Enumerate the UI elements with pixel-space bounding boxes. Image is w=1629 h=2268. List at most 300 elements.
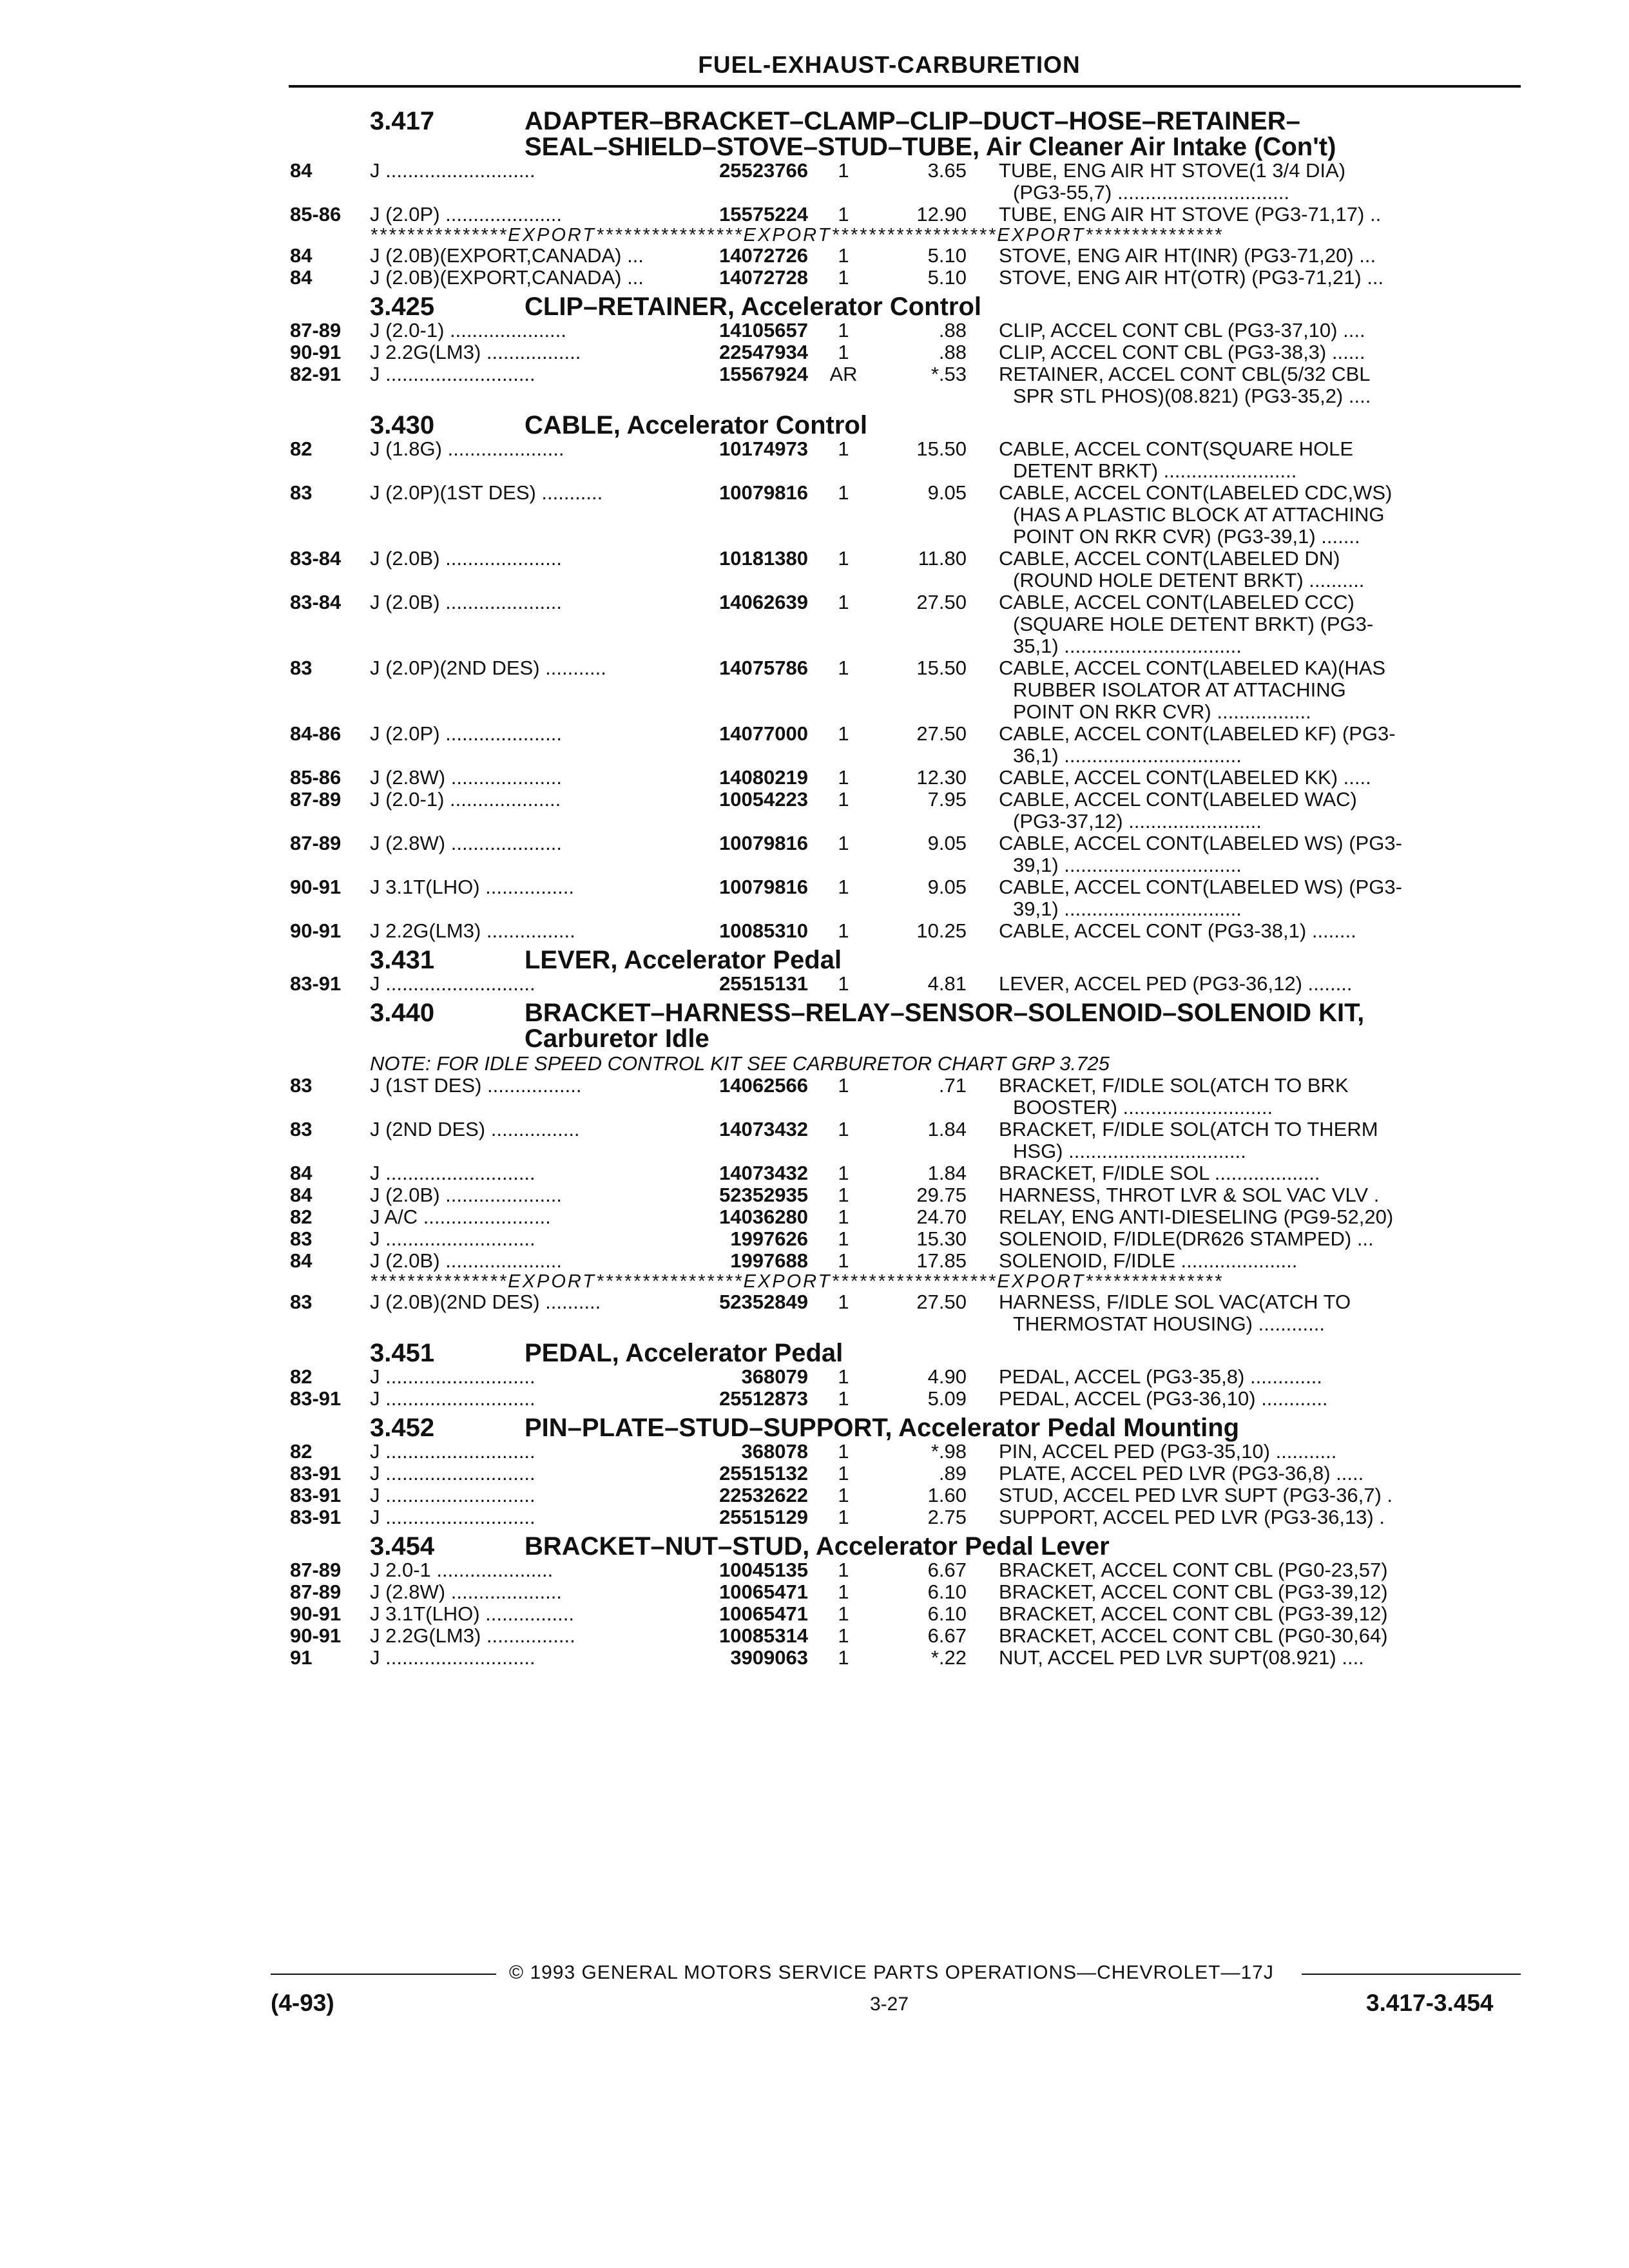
year-cell: 91 bbox=[290, 1646, 313, 1669]
description-cell bbox=[967, 657, 1521, 723]
series-cell: J ........................... bbox=[370, 1647, 535, 1669]
year-cell: 83-91 bbox=[290, 1506, 342, 1528]
quantity-cell: 1 bbox=[838, 437, 849, 460]
description-line: (PG3-37,12) ........................ bbox=[1013, 810, 1262, 832]
price-cell: 1.60 bbox=[927, 1484, 967, 1506]
section-heading bbox=[290, 1000, 1521, 1052]
series-cell: J ........................... bbox=[370, 1506, 535, 1528]
quantity-cell: 1 bbox=[838, 1506, 849, 1528]
part-number-cell: 52352849 bbox=[719, 1291, 808, 1313]
table-row bbox=[290, 1388, 1521, 1410]
part-number-cell: 3909063 bbox=[730, 1646, 808, 1669]
description-line: (ROUND HOLE DETENT BRKT) .......... bbox=[1013, 569, 1365, 591]
part-number-cell: 25515129 bbox=[719, 1506, 808, 1528]
part-number-cell: 10085314 bbox=[719, 1624, 808, 1647]
series-cell: J ........................... bbox=[370, 1366, 535, 1388]
part-number-cell: 15575224 bbox=[719, 203, 808, 226]
table-row bbox=[290, 363, 1521, 407]
quantity-cell: 1 bbox=[838, 1291, 849, 1313]
quantity-cell: 1 bbox=[838, 1581, 849, 1603]
series-cell: J 2.2G(LM3) ................. bbox=[370, 341, 581, 363]
section-title-line: SEAL–SHIELD–STOVE–STUD–TUBE, Air Cleaner Air Intake (Con't) bbox=[525, 133, 1336, 161]
part-number-cell: 10079816 bbox=[719, 481, 808, 504]
table-row bbox=[290, 341, 1521, 363]
description-cell bbox=[967, 482, 1521, 548]
price-cell: 27.50 bbox=[916, 591, 967, 613]
description-line: SPR STL PHOS)(08.821) (PG3-35,2) .... bbox=[1013, 385, 1371, 407]
section-title bbox=[525, 108, 1521, 160]
table-row bbox=[290, 267, 1521, 289]
table-row bbox=[290, 1162, 1521, 1184]
quantity-cell: 1 bbox=[838, 1118, 849, 1140]
description-line: HSG) ................................ bbox=[1013, 1140, 1246, 1162]
table-row bbox=[290, 1463, 1521, 1485]
export-divider: ***************EXPORT****************EXPORT******************EXPORT*************** bbox=[370, 1272, 1224, 1291]
year-cell: 83-91 bbox=[290, 1484, 342, 1506]
description-line: HARNESS, F/IDLE SOL VAC(ATCH TO bbox=[999, 1291, 1351, 1313]
description-line: CABLE, ACCEL CONT(LABELED CDC,WS) bbox=[999, 481, 1393, 504]
section-title bbox=[525, 412, 1521, 438]
description-line: THERMOSTAT HOUSING) ............ bbox=[1013, 1312, 1325, 1335]
description-cell bbox=[967, 723, 1521, 767]
table-row bbox=[290, 657, 1521, 723]
series-cell: J (2.8W) .................... bbox=[370, 832, 562, 854]
description-cell bbox=[967, 267, 1521, 289]
description-cell bbox=[967, 1463, 1521, 1485]
quantity-cell: 1 bbox=[838, 481, 849, 504]
quantity-cell: 1 bbox=[838, 722, 849, 745]
series-cell: J 2.2G(LM3) ................ bbox=[370, 1625, 575, 1647]
quantity-cell: 1 bbox=[838, 1249, 849, 1272]
price-cell: 15.30 bbox=[916, 1227, 967, 1250]
description-line: PLATE, ACCEL PED LVR (PG3-36,8) ..... bbox=[999, 1462, 1364, 1485]
section-title bbox=[525, 1415, 1521, 1441]
price-cell: 4.90 bbox=[927, 1365, 967, 1388]
export-divider: ***************EXPORT****************EXPORT******************EXPORT*************** bbox=[370, 226, 1224, 245]
description-line: (PG3-55,7) ............................... bbox=[1013, 181, 1289, 204]
series-cell: J ........................... bbox=[370, 1388, 535, 1410]
quantity-cell: 1 bbox=[838, 1624, 849, 1647]
description-cell bbox=[967, 1366, 1521, 1388]
price-cell: 9.05 bbox=[927, 832, 967, 854]
year-cell: 83 bbox=[290, 1118, 313, 1140]
series-cell: J (2.0P)(2ND DES) ........... bbox=[370, 657, 606, 679]
price-cell: 4.81 bbox=[927, 972, 967, 995]
year-cell: 82 bbox=[290, 1440, 313, 1463]
description-line: CABLE, ACCEL CONT(SQUARE HOLE bbox=[999, 437, 1354, 460]
table-row bbox=[290, 320, 1521, 341]
section-title bbox=[525, 294, 1521, 320]
price-cell: *.53 bbox=[930, 363, 967, 385]
part-number-cell: 10045135 bbox=[719, 1559, 808, 1581]
quantity-cell: 1 bbox=[838, 266, 849, 289]
series-cell: J (1ST DES) ................. bbox=[370, 1075, 582, 1097]
description-line: (HAS A PLASTIC BLOCK AT ATTACHING bbox=[1013, 503, 1385, 526]
part-number-cell: 15567924 bbox=[719, 363, 808, 385]
year-cell: 84 bbox=[290, 1162, 313, 1184]
quantity-cell: 1 bbox=[838, 832, 849, 854]
description-line: STOVE, ENG AIR HT(OTR) (PG3-71,21) ... bbox=[999, 266, 1384, 289]
quantity-cell: 1 bbox=[838, 1559, 849, 1581]
table-row bbox=[290, 1559, 1521, 1581]
series-cell: J ........................... bbox=[370, 1228, 535, 1250]
table-row bbox=[290, 832, 1521, 876]
table-row bbox=[290, 767, 1521, 789]
part-number-cell: 10174973 bbox=[719, 437, 808, 460]
price-cell: 24.70 bbox=[916, 1206, 967, 1228]
quantity-cell: 1 bbox=[838, 972, 849, 995]
description-cell bbox=[967, 1647, 1521, 1669]
series-cell: J 3.1T(LHO) ................ bbox=[370, 876, 574, 898]
description-cell bbox=[967, 1206, 1521, 1228]
section-heading bbox=[290, 1415, 1521, 1441]
table-row bbox=[290, 876, 1521, 920]
description-line: TUBE, ENG AIR HT STOVE(1 3/4 DIA) bbox=[999, 159, 1346, 182]
table-row bbox=[290, 548, 1521, 591]
year-cell: 83 bbox=[290, 1227, 313, 1250]
section-number: 3.452 bbox=[370, 1414, 435, 1442]
series-cell: J (2.0B) ..................... bbox=[370, 1184, 563, 1206]
table-row bbox=[290, 591, 1521, 657]
description-cell bbox=[967, 1119, 1521, 1162]
part-number-cell: 22547934 bbox=[719, 341, 808, 363]
description-cell bbox=[967, 320, 1521, 341]
series-cell: J (2.0P) ..................... bbox=[370, 204, 563, 226]
description-line: BRACKET, ACCEL CONT CBL (PG3-39,12) bbox=[999, 1602, 1388, 1625]
description-line: LEVER, ACCEL PED (PG3-36,12) ........ bbox=[999, 972, 1353, 995]
section-note: NOTE: FOR IDLE SPEED CONTROL KIT SEE CARBURETOR CHART GRP 3.725 bbox=[370, 1052, 1110, 1075]
series-cell: J ........................... bbox=[370, 973, 535, 995]
year-cell: 83-91 bbox=[290, 1462, 342, 1485]
part-number-cell: 10054223 bbox=[719, 788, 808, 811]
table-row bbox=[290, 245, 1521, 267]
part-number-cell: 1997626 bbox=[730, 1227, 808, 1250]
footer-copyright: © 1993 GENERAL MOTORS SERVICE PARTS OPERATIONS—CHEVROLET—17J bbox=[509, 1962, 1274, 1983]
price-cell: .88 bbox=[938, 319, 967, 341]
section-heading bbox=[290, 108, 1521, 160]
description-cell bbox=[967, 1250, 1521, 1272]
price-cell: *.98 bbox=[930, 1440, 967, 1463]
description-cell bbox=[967, 204, 1521, 226]
table-row bbox=[290, 204, 1521, 226]
quantity-cell: 1 bbox=[838, 788, 849, 811]
description-line: BRACKET, F/IDLE SOL(ATCH TO BRK bbox=[999, 1074, 1349, 1097]
year-cell: 84-86 bbox=[290, 722, 342, 745]
description-cell bbox=[967, 1388, 1521, 1410]
series-cell: J (2ND DES) ................ bbox=[370, 1119, 580, 1140]
price-cell: 6.10 bbox=[927, 1581, 967, 1603]
year-cell: 83 bbox=[290, 481, 313, 504]
year-cell: 90-91 bbox=[290, 1624, 342, 1647]
series-cell: J (2.0B) ..................... bbox=[370, 548, 563, 570]
quantity-cell: 1 bbox=[838, 1646, 849, 1669]
price-cell: 1.84 bbox=[927, 1162, 967, 1184]
description-line: BRACKET, F/IDLE SOL ................... bbox=[999, 1162, 1320, 1184]
description-cell bbox=[967, 1485, 1521, 1506]
part-number-cell: 14072726 bbox=[719, 244, 808, 267]
section-title-line: LEVER, Accelerator Pedal bbox=[525, 946, 842, 974]
table-row bbox=[290, 482, 1521, 548]
description-line: DETENT BRKT) ........................ bbox=[1013, 459, 1297, 482]
table-row bbox=[290, 1228, 1521, 1250]
year-cell: 84 bbox=[290, 1249, 313, 1272]
section-title bbox=[525, 947, 1521, 973]
description-line: 36,1) ................................ bbox=[1013, 744, 1242, 767]
description-cell bbox=[967, 591, 1521, 657]
description-line: TUBE, ENG AIR HT STOVE (PG3-71,17) .. bbox=[999, 203, 1382, 226]
description-line: BRACKET, F/IDLE SOL(ATCH TO THERM bbox=[999, 1118, 1378, 1140]
part-number-cell: 25523766 bbox=[719, 159, 808, 182]
description-cell bbox=[967, 789, 1521, 832]
part-number-cell: 10065471 bbox=[719, 1581, 808, 1603]
description-line: SOLENOID, F/IDLE ..................... bbox=[999, 1249, 1298, 1272]
quantity-cell: 1 bbox=[838, 341, 849, 363]
quantity-cell: 1 bbox=[838, 1184, 849, 1206]
year-cell: 85-86 bbox=[290, 203, 342, 226]
description-line: PIN, ACCEL PED (PG3-35,10) ........... bbox=[999, 1440, 1337, 1463]
year-cell: 87-89 bbox=[290, 319, 342, 341]
description-line: BRACKET, ACCEL CONT CBL (PG3-39,12) bbox=[999, 1581, 1388, 1603]
part-number-cell: 10085310 bbox=[719, 919, 808, 942]
part-number-cell: 1997688 bbox=[730, 1249, 808, 1272]
part-number-cell: 368078 bbox=[741, 1440, 808, 1463]
part-number-cell: 14077000 bbox=[719, 722, 808, 745]
series-cell: J (2.0-1) .................... bbox=[370, 789, 561, 811]
year-cell: 83-91 bbox=[290, 1387, 342, 1410]
parts-list bbox=[290, 103, 1521, 1669]
quantity-cell: 1 bbox=[838, 547, 849, 570]
description-line: POINT ON RKR CVR) ................. bbox=[1013, 700, 1311, 723]
table-row bbox=[290, 789, 1521, 832]
description-line: 35,1) ................................ bbox=[1013, 635, 1242, 657]
price-cell: 11.80 bbox=[918, 547, 967, 570]
description-cell bbox=[967, 920, 1521, 942]
description-line: PEDAL, ACCEL (PG3-35,8) ............. bbox=[999, 1365, 1322, 1388]
table-row bbox=[290, 160, 1521, 204]
table-row bbox=[290, 1366, 1521, 1388]
section-number: 3.454 bbox=[370, 1532, 435, 1561]
part-number-cell: 14062566 bbox=[719, 1074, 808, 1097]
part-number-cell: 10181380 bbox=[719, 547, 808, 570]
series-cell: J (2.0P)(1ST DES) ........... bbox=[370, 482, 603, 504]
description-cell bbox=[967, 1603, 1521, 1625]
section-heading bbox=[290, 1340, 1521, 1366]
description-line: BRACKET, ACCEL CONT CBL (PG0-23,57) bbox=[999, 1559, 1388, 1581]
table-row bbox=[290, 1206, 1521, 1228]
page-title: FUEL-EXHAUST-CARBURETION bbox=[698, 52, 1081, 78]
description-line: RUBBER ISOLATOR AT ATTACHING bbox=[1013, 678, 1346, 701]
series-cell: J 2.0-1 ..................... bbox=[370, 1559, 554, 1581]
description-cell bbox=[967, 1506, 1521, 1528]
description-line: CLIP, ACCEL CONT CBL (PG3-38,3) ...... bbox=[999, 341, 1365, 363]
series-cell: J (1.8G) ..................... bbox=[370, 438, 564, 460]
description-line: CABLE, ACCEL CONT(LABELED DN) bbox=[999, 547, 1340, 570]
price-cell: 29.75 bbox=[916, 1184, 967, 1206]
quantity-cell: 1 bbox=[838, 1602, 849, 1625]
price-cell: 9.05 bbox=[927, 481, 967, 504]
part-number-cell: 14105657 bbox=[719, 319, 808, 341]
description-line: CABLE, ACCEL CONT(LABELED KK) ..... bbox=[999, 766, 1371, 789]
description-cell bbox=[967, 876, 1521, 920]
part-number-cell: 14036280 bbox=[719, 1206, 808, 1228]
section-number: 3.430 bbox=[370, 411, 435, 439]
part-number-cell: 52352935 bbox=[719, 1184, 808, 1206]
price-cell: .71 bbox=[938, 1074, 967, 1097]
description-cell bbox=[967, 1581, 1521, 1603]
price-cell: 17.85 bbox=[916, 1249, 967, 1272]
part-number-cell: 22532622 bbox=[719, 1484, 808, 1506]
quantity-cell: 1 bbox=[838, 319, 849, 341]
section-number: 3.431 bbox=[370, 946, 435, 974]
year-cell: 87-89 bbox=[290, 832, 342, 854]
description-cell bbox=[967, 1291, 1521, 1335]
price-cell: 6.10 bbox=[927, 1602, 967, 1625]
section-title bbox=[525, 1533, 1521, 1559]
part-number-cell: 14075786 bbox=[719, 657, 808, 679]
year-cell: 87-89 bbox=[290, 1581, 342, 1603]
series-cell: J (2.0B) ..................... bbox=[370, 591, 563, 613]
year-cell: 83-91 bbox=[290, 972, 342, 995]
table-row bbox=[290, 1603, 1521, 1625]
price-cell: 12.30 bbox=[916, 766, 967, 789]
year-cell: 83-84 bbox=[290, 547, 342, 570]
section-title-line: CABLE, Accelerator Control bbox=[525, 411, 867, 439]
description-line: CABLE, ACCEL CONT (PG3-38,1) ........ bbox=[999, 919, 1356, 942]
description-cell bbox=[967, 1441, 1521, 1463]
description-cell bbox=[967, 341, 1521, 363]
series-cell: J ........................... bbox=[370, 160, 535, 182]
quantity-cell: 1 bbox=[838, 1387, 849, 1410]
year-cell: 82 bbox=[290, 1206, 313, 1228]
year-cell: 83 bbox=[290, 657, 313, 679]
header-rule bbox=[289, 85, 1521, 88]
part-number-cell: 10079816 bbox=[719, 876, 808, 898]
series-cell: J (2.0B)(EXPORT,CANADA) ... bbox=[370, 245, 644, 267]
quantity-cell: 1 bbox=[838, 159, 849, 182]
table-row bbox=[290, 1485, 1521, 1506]
price-cell: 7.95 bbox=[927, 788, 967, 811]
quantity-cell: 1 bbox=[838, 203, 849, 226]
quantity-cell: 1 bbox=[838, 1162, 849, 1184]
quantity-cell: 1 bbox=[838, 876, 849, 898]
description-line: CABLE, ACCEL CONT(LABELED WS) (PG3- bbox=[999, 832, 1402, 854]
price-cell: 1.84 bbox=[927, 1118, 967, 1140]
table-row bbox=[290, 1075, 1521, 1119]
description-cell bbox=[967, 245, 1521, 267]
description-line: CABLE, ACCEL CONT(LABELED KF) (PG3- bbox=[999, 722, 1396, 745]
description-cell bbox=[967, 973, 1521, 995]
quantity-cell: 1 bbox=[838, 657, 849, 679]
description-line: BRACKET, ACCEL CONT CBL (PG0-30,64) bbox=[999, 1624, 1388, 1647]
part-number-cell: 368079 bbox=[741, 1365, 808, 1388]
part-number-cell: 25515132 bbox=[719, 1462, 808, 1485]
series-cell: J ........................... bbox=[370, 1485, 535, 1506]
quantity-cell: 1 bbox=[838, 244, 849, 267]
price-cell: 5.10 bbox=[927, 244, 967, 267]
section-heading bbox=[290, 412, 1521, 438]
description-line: STUD, ACCEL PED LVR SUPT (PG3-36,7) . bbox=[999, 1484, 1393, 1506]
description-line: CABLE, ACCEL CONT(LABELED WS) (PG3- bbox=[999, 876, 1402, 898]
description-cell bbox=[967, 160, 1521, 204]
price-cell: 5.09 bbox=[927, 1387, 967, 1410]
table-row bbox=[290, 920, 1521, 942]
series-cell: J (2.0B)(EXPORT,CANADA) ... bbox=[370, 267, 644, 289]
section-heading bbox=[290, 947, 1521, 973]
table-row bbox=[290, 1647, 1521, 1669]
quantity-cell: AR bbox=[829, 363, 858, 385]
year-cell: 85-86 bbox=[290, 766, 342, 789]
part-number-cell: 10079816 bbox=[719, 832, 808, 854]
price-cell: 10.25 bbox=[916, 919, 967, 942]
description-line: STOVE, ENG AIR HT(INR) (PG3-71,20) ... bbox=[999, 244, 1376, 267]
section-number: 3.451 bbox=[370, 1339, 435, 1367]
year-cell: 83 bbox=[290, 1291, 313, 1313]
year-cell: 83-84 bbox=[290, 591, 342, 613]
section-number: 3.440 bbox=[370, 999, 435, 1027]
description-line: RETAINER, ACCEL CONT CBL(5/32 CBL bbox=[999, 363, 1371, 385]
year-cell: 90-91 bbox=[290, 919, 342, 942]
section-title-line: BRACKET–NUT–STUD, Accelerator Pedal Lever bbox=[525, 1532, 1110, 1561]
description-cell bbox=[967, 1075, 1521, 1119]
section-heading bbox=[290, 294, 1521, 320]
quantity-cell: 1 bbox=[838, 1484, 849, 1506]
year-cell: 82 bbox=[290, 437, 313, 460]
section-number: 3.425 bbox=[370, 293, 435, 321]
description-cell bbox=[967, 438, 1521, 482]
series-cell: J (2.0-1) ..................... bbox=[370, 320, 566, 341]
year-cell: 84 bbox=[290, 244, 313, 267]
section-title bbox=[525, 1340, 1521, 1366]
description-line: CABLE, ACCEL CONT(LABELED WAC) bbox=[999, 788, 1357, 811]
quantity-cell: 1 bbox=[838, 1074, 849, 1097]
series-cell: J ........................... bbox=[370, 363, 535, 385]
table-row bbox=[290, 1506, 1521, 1528]
footer-date: (4-93) bbox=[271, 1990, 334, 2016]
description-line: SOLENOID, F/IDLE(DR626 STAMPED) ... bbox=[999, 1227, 1374, 1250]
quantity-cell: 1 bbox=[838, 766, 849, 789]
description-cell bbox=[967, 1184, 1521, 1206]
year-cell: 82-91 bbox=[290, 363, 342, 385]
price-cell: 27.50 bbox=[916, 722, 967, 745]
quantity-cell: 1 bbox=[838, 1206, 849, 1228]
description-cell bbox=[967, 548, 1521, 591]
price-cell: .88 bbox=[938, 341, 967, 363]
section-title-line: ADAPTER–BRACKET–CLAMP–CLIP–DUCT–HOSE–RETAINER– bbox=[525, 107, 1300, 135]
year-cell: 90-91 bbox=[290, 341, 342, 363]
price-cell: 2.75 bbox=[927, 1506, 967, 1528]
price-cell: 15.50 bbox=[916, 657, 967, 679]
series-cell: J (2.8W) .................... bbox=[370, 767, 562, 789]
section-title-line: PIN–PLATE–STUD–SUPPORT, Accelerator Pedal Mounting bbox=[525, 1414, 1240, 1442]
table-row bbox=[290, 1581, 1521, 1603]
table-row bbox=[290, 1250, 1521, 1272]
year-cell: 84 bbox=[290, 159, 313, 182]
year-cell: 84 bbox=[290, 1184, 313, 1206]
part-number-cell: 14080219 bbox=[719, 766, 808, 789]
description-line: 39,1) ................................ bbox=[1013, 898, 1242, 920]
quantity-cell: 1 bbox=[838, 1227, 849, 1250]
part-number-cell: 14072728 bbox=[719, 266, 808, 289]
description-cell bbox=[967, 1162, 1521, 1184]
part-number-cell: 14073432 bbox=[719, 1118, 808, 1140]
price-cell: 27.50 bbox=[916, 1291, 967, 1313]
footer-rule-right bbox=[1302, 1974, 1521, 1975]
price-cell: 5.10 bbox=[927, 266, 967, 289]
description-line: CLIP, ACCEL CONT CBL (PG3-37,10) .... bbox=[999, 319, 1365, 341]
series-cell: J (2.0B)(2ND DES) .......... bbox=[370, 1291, 601, 1313]
table-row bbox=[290, 723, 1521, 767]
part-number-cell: 14073432 bbox=[719, 1162, 808, 1184]
